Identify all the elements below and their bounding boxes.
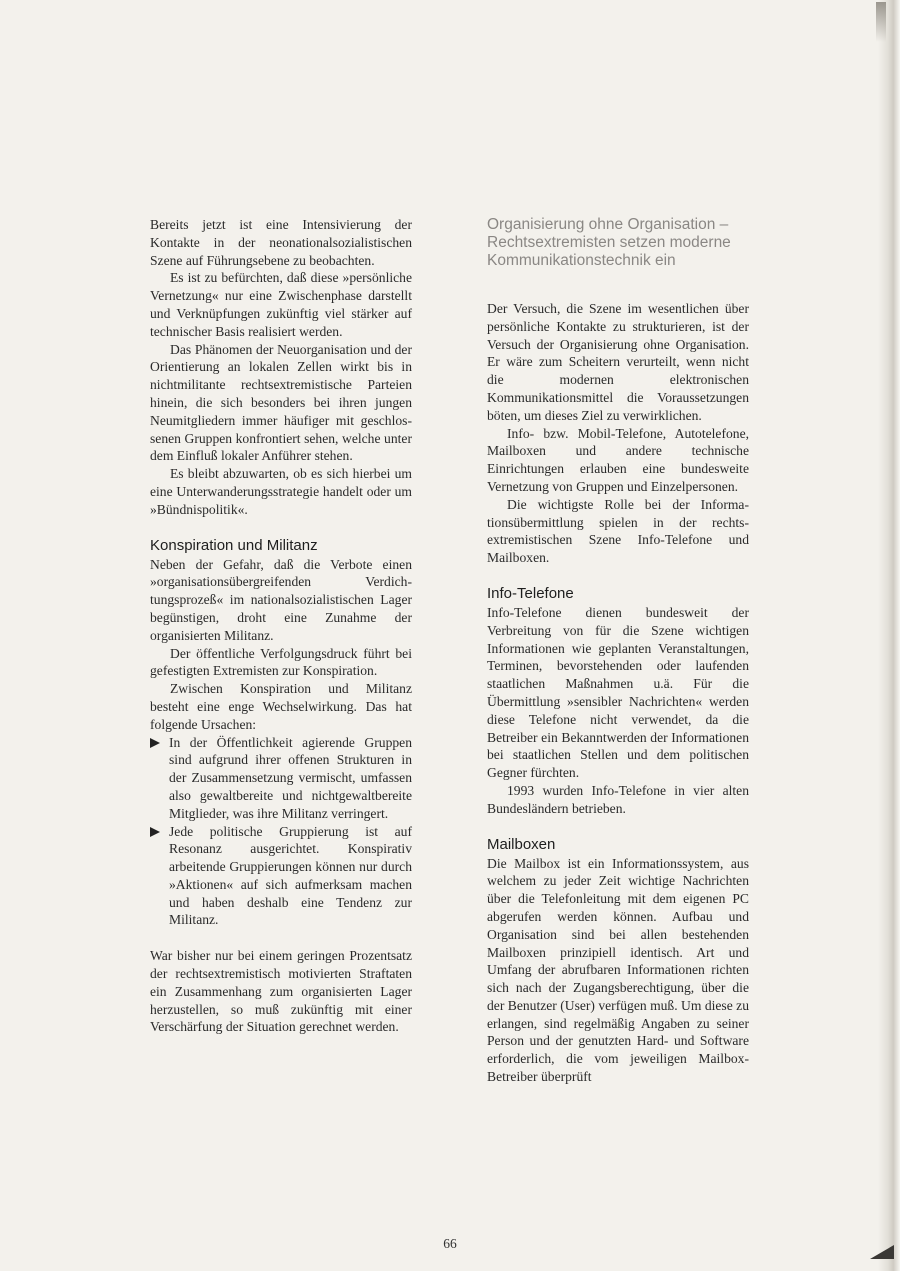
mailboxen-heading: Mailboxen	[487, 835, 556, 853]
bullet-item-1	[150, 734, 412, 823]
bullet-item-2	[150, 823, 412, 930]
intro-paragraph-3: Das Phänomen der Neuorganisation und der Orientierung an lokalen Zellen wirkt bis in nichtmilitante rechtsextremistische Parteien hinein, die sich besonders bei ihren jungen Neumitgliedern immer häufiger mit geschlossenen Gruppen konfrontiert sehen, welche unter dem Einfluß lokaler Anführer stehen.	[150, 341, 412, 464]
konspiration-closing-paragraph: War bisher nur bei einem geringen Prozentsatz der rechtsextremistisch motivierten Straftaten ein Zusammenhang zum organisierten Lager herzustellen, so muß zukünftig mit einer Verschärfung der Situation gerechnet werden.	[150, 948, 412, 1035]
scan-mark-top	[876, 2, 886, 42]
mailboxen-paragraph-1: Die Mailbox ist ein Informationssystem, aus welchem zu jeder Zeit wichtige Nachrichten über die Telefonleitung mit dem eigenen PC abgerufen werden können. Aufbau und Organisation sind bei allen bestehenden Mailboxen prinzipiell identisch. Art und Umfang der abrufbaren Informationen richten sich nach der Zugangsberechtigung, über die der Benutzer (User) verfügen muß. Um diese zu erlangen, sind regelmäßig Angaben zu seiner Person und der genutzten Hard- und Software erforderlich, die vom jeweiligen Mailbox-Betreiber überprüft	[487, 855, 749, 1085]
konspiration-paragraph-3: Zwischen Konspiration und Militanz besteht eine enge Wechselwirkung. Das hat folgende Ursachen:	[150, 681, 412, 732]
right-column	[487, 216, 749, 1086]
konspiration-paragraph-1: Neben der Gefahr, daß die Verbote einen »organisationsübergreifenden Verdichtungsprozeß« im nationalsozialistischen Lager begünstigen, droht eine Zunahme der organisierten Militanz.	[150, 556, 412, 643]
intro-paragraph-2: Es ist zu befürchten, daß diese »persönliche Vernetzung« nur eine Zwischenphase darstellt und Verknüpfungen zukünftig viel stärker auf technischer Basis realisiert werden.	[150, 270, 412, 339]
konspiration-bullet-list	[150, 734, 412, 930]
triangle-bullet-icon	[150, 738, 160, 748]
page-number: 66	[443, 1236, 457, 1251]
bullet-text-2: Jede politische Gruppierung ist auf Resonanz ausgerichtet. Konspirativ arbeitende Gruppierungen können nur durch »Aktionen« auf sich aufmerksam machen und haben deshalb eine Tendenz zur Militanz.	[169, 823, 412, 928]
bullet-text-1: In der Öffentlichkeit agierende Gruppen sind aufgrund ihrer offenen Strukturen in der Zusammensetzung vermischt, umfassen also gewaltbereite und nichtgewaltbereite Mitglieder, was ihre Militanz verringert.	[169, 734, 412, 821]
intro-paragraph-1: Bereits jetzt ist eine Intensivierung der Kontakte in der neonationalsozialistischen Szene auf Führungsebene zu beobachten.	[150, 217, 412, 268]
info-telefone-paragraph-2: 1993 wurden Info-Telefone in vier alten Bundesländern betrieben.	[487, 782, 749, 816]
page-edge	[878, 0, 900, 1271]
organisierung-paragraph-2: Info- bzw. Mobil-Telefone, Autotelefone, Mailboxen und andere technische Einrichtungen erlauben eine bundesweite Vernetzung von Gruppen und Einzelpersonen.	[487, 425, 749, 494]
left-column	[150, 216, 412, 1036]
scan-mark-bottom	[870, 1245, 894, 1259]
triangle-bullet-icon	[150, 827, 160, 837]
konspiration-heading: Konspiration und Militanz	[150, 536, 318, 554]
organisierung-paragraph-1: Der Versuch, die Szene im wesentlichen über persönliche Kontakte zu strukturieren, ist der Versuch der Organisierung ohne Organisation. Er wäre zum Scheitern verurteilt, wenn nicht die modernen elektronischen Kommunikationsmittel die Voraussetzungen böten, um dieses Ziel zu verwirklichen.	[487, 301, 749, 423]
info-telefone-paragraph-1: Info-Telefone dienen bundesweit der Verbreitung von für die Szene wichtigen Informationen wie geplanten Veranstaltungen, Terminen, bevorstehenden oder laufenden staatlichen Maßnahmen u.ä. Für die Übermittlung »sensibler Nachrichten« werden diese Telefone nicht verwendet, da die Betreiber ein Bekanntwerden der Informationen bei staatlichen Stellen und dem politischen Gegner fürchten.	[487, 604, 749, 781]
info-telefone-heading: Info-Telefone	[487, 584, 574, 602]
intro-paragraph-4: Es bleibt abzuwarten, ob es sich hierbei um eine Unterwanderungsstrategie handelt oder um »Bündnispolitik«.	[150, 466, 412, 517]
konspiration-paragraph-2: Der öffentliche Verfolgungsdruck führt bei gefestigten Extremisten zur Konspiration.	[150, 645, 412, 679]
organisierung-paragraph-3: Die wichtigste Rolle bei der Informationsübermittlung spielen in der rechtsextremistischen Szene Info-Telefone und Mailboxen.	[487, 496, 749, 566]
main-section-heading: Organisierung ohne Organisation – Rechtsextremisten setzen moderne Kommunikationstechnik ein	[487, 216, 731, 269]
